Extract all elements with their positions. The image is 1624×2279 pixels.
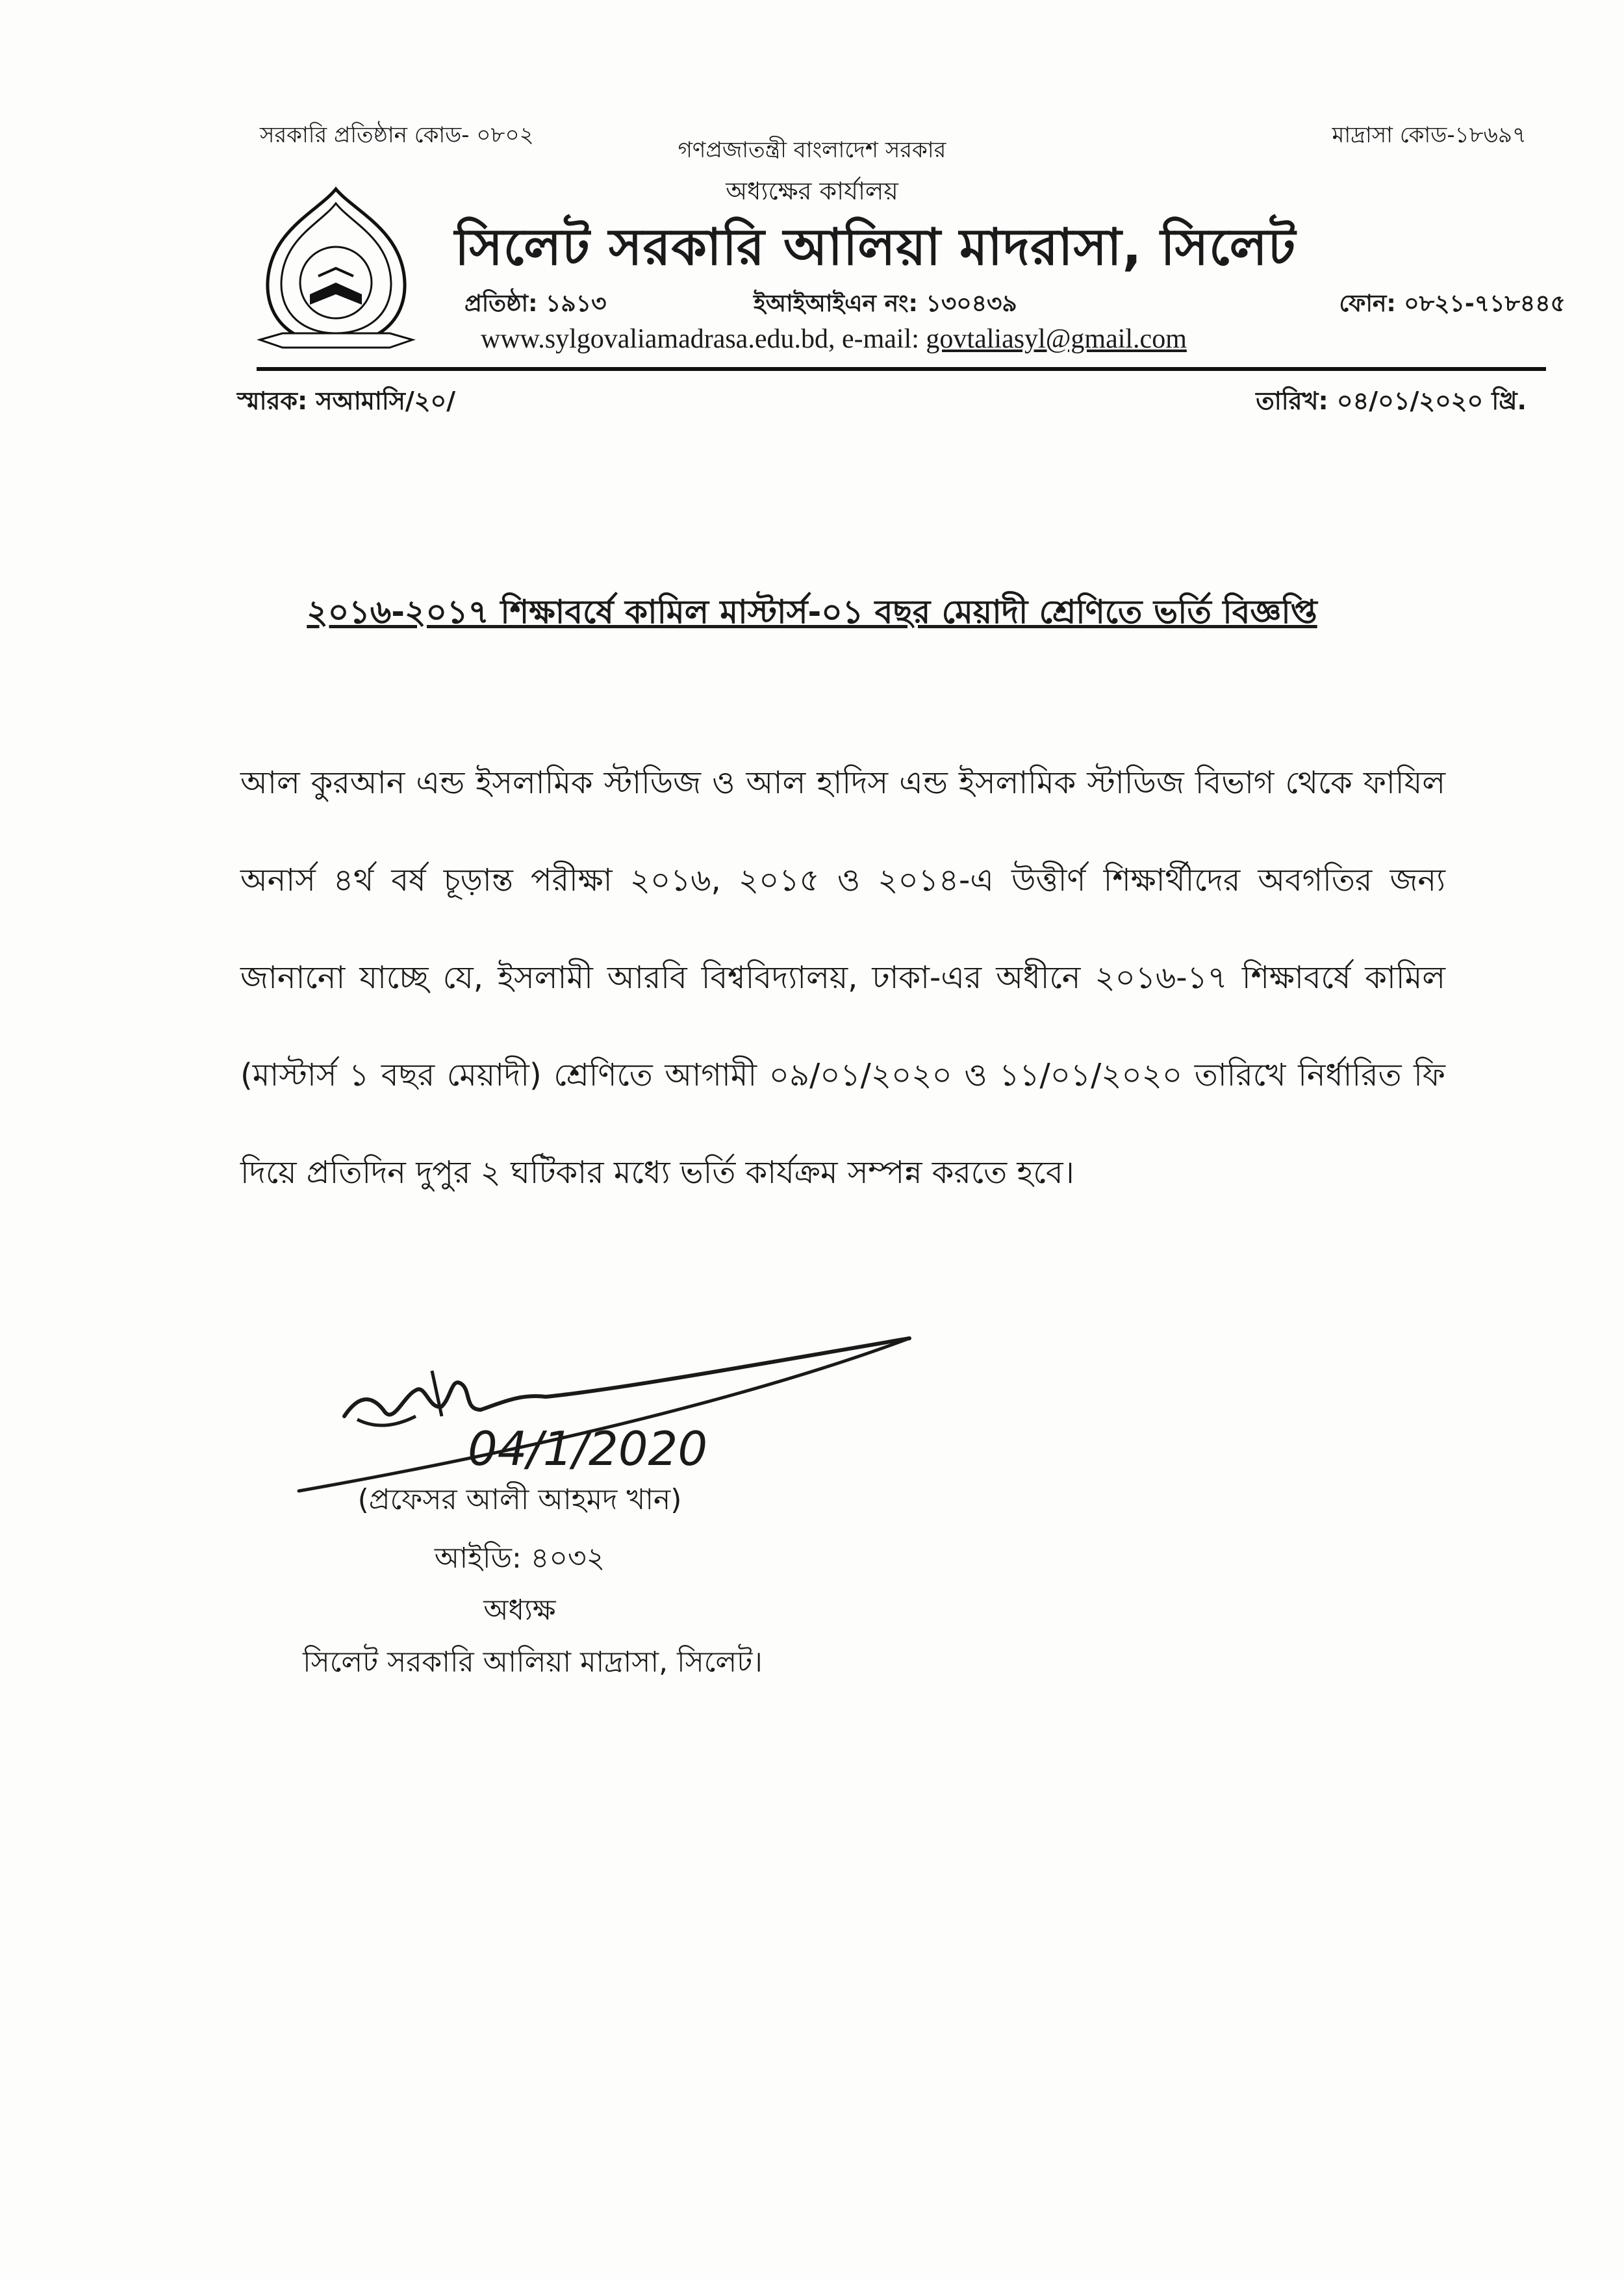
signatory-name: (প্রফেসর আলী আহমদ খান): [357, 1483, 682, 1516]
institution-code: সরকারি প্রতিষ্ঠান কোড- ০৮০২: [260, 122, 534, 148]
office-name: অধ্যক্ষের কার্যালয়: [726, 177, 898, 205]
website-text: www.sylgovaliamadrasa.edu.bd, e-mail:: [481, 324, 926, 354]
established-year: প্রতিষ্ঠা: ১৯১৩: [464, 290, 607, 317]
document-date: তারিখ: ০৪/০১/২০২০ খ্রি.: [1256, 387, 1527, 415]
header-divider: [257, 367, 1546, 371]
eiin-number: ইআইআইএন নং: ১৩০৪৩৯: [754, 290, 1017, 317]
memo-number: স্মারক: সআমাসি/২০/: [237, 387, 456, 415]
signatory-office: সিলেট সরকারি আলিয়া মাদ্রাসা, সিলেট।: [303, 1646, 763, 1679]
email-link[interactable]: govtaliasyl@gmail.com: [926, 324, 1187, 354]
notice-body: আল কুরআন এন্ড ইসলামিক স্টাডিজ ও আল হাদিস এন্ড ইসলামিক স্টাডিজ বিভাগ থেকে ফাযিল অনার্স ৪র্থ বর্ষ চূড়ান্ত পরীক্ষা ২০১৬, ২০১৫ ও ২০১৪-এ উত্তীর্ণ শিক্ষার্থীদের অবগতির জন্য জানানো যাচ্ছে যে, ইসলামী আরবি বিশ্ববিদ্যালয়, ঢাকা-এর অধীনে ২০১৬-১৭ শিক্ষাবর্ষে কামিল (মাস্টার্স ১ বছর মেয়াদী) শ্রেণিতে আগামী ০৯/০১/২০২০ ও ১১/০১/২০২০ তারিখে নির্ধারিত ফি দিয়ে প্রতিদিন দুপুর ২ ঘটিকার মধ্যে ভর্তি কার্যক্রম সম্পন্ন করতে হবে।: [240, 765, 1445, 1191]
signatory-designation: অধ্যক্ষ: [483, 1594, 556, 1627]
institution-seal-icon: [257, 185, 416, 357]
government-name: গণপ্রজাতন্ত্রী বাংলাদেশ সরকার: [678, 137, 946, 163]
phone-number: ফোন: ০৮২১-৭১৮৪৪৫: [1339, 290, 1566, 317]
institution-title: সিলেট সরকারি আলিয়া মাদরাসা, সিলেট: [455, 218, 1297, 277]
madrasa-code: মাদ্রাসা কোড-১৮৬৯৭: [1332, 122, 1527, 148]
contact-line: [481, 324, 1187, 355]
signatory-id: আইডি: ৪০৩২: [434, 1542, 605, 1575]
handwritten-date: 04/1/2020: [468, 1421, 708, 1476]
notice-title: ২০১৬-২০১৭ শিক্ষাবর্ষে কামিল মাস্টার্স-০১ বছর মেয়াদী শ্রেণিতে ভর্তি বিজ্ঞপ্তি: [307, 593, 1317, 631]
